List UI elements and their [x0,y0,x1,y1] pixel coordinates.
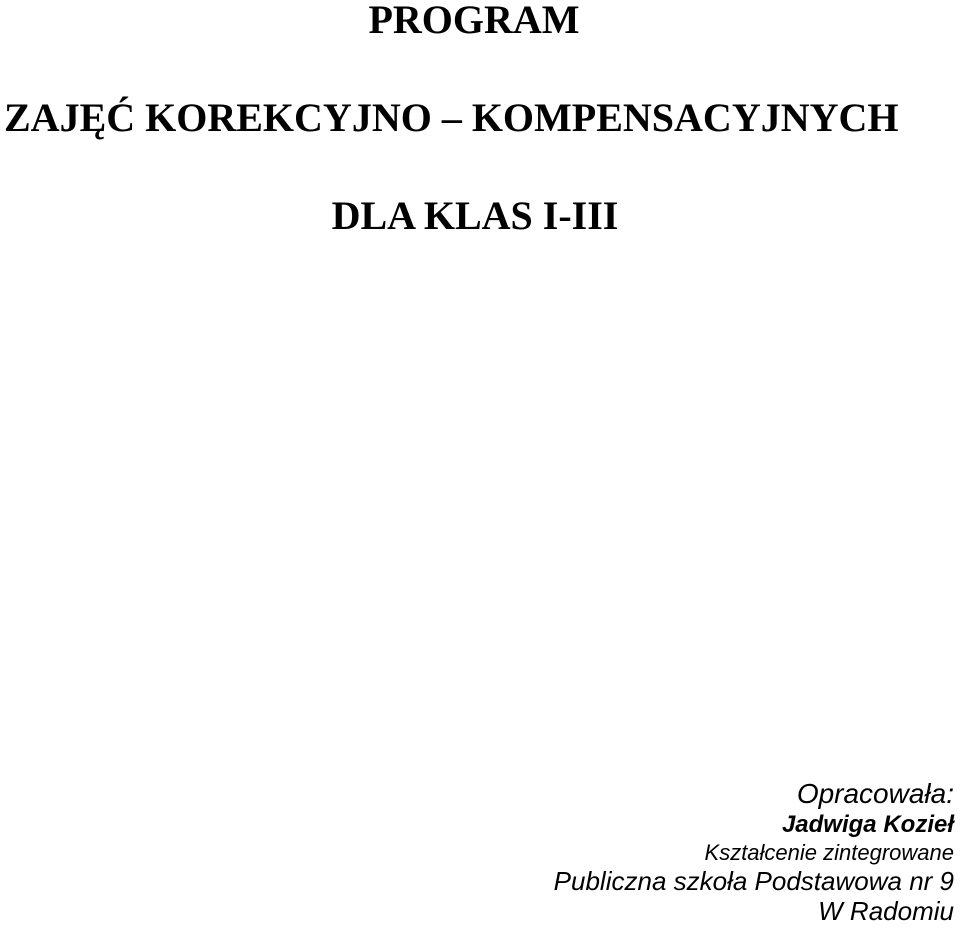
credits-block [554,778,954,926]
prepared-by-label: Opracowała: [796,778,954,809]
school-city: W Radomiu [818,896,954,926]
author-specialization: Kształcenie zintegrowane [704,840,954,865]
title-subject: ZAJĘĆ KOREKCYJNO – KOMPENSACYJNYCH [4,95,899,140]
author-name: Jadwiga Kozieł [781,811,954,838]
title-program: PROGRAM [368,0,580,42]
school-name: Publiczna szkoła Podstawowa nr 9 [553,866,954,896]
title-grades: DLA KLAS I-III [331,193,619,238]
